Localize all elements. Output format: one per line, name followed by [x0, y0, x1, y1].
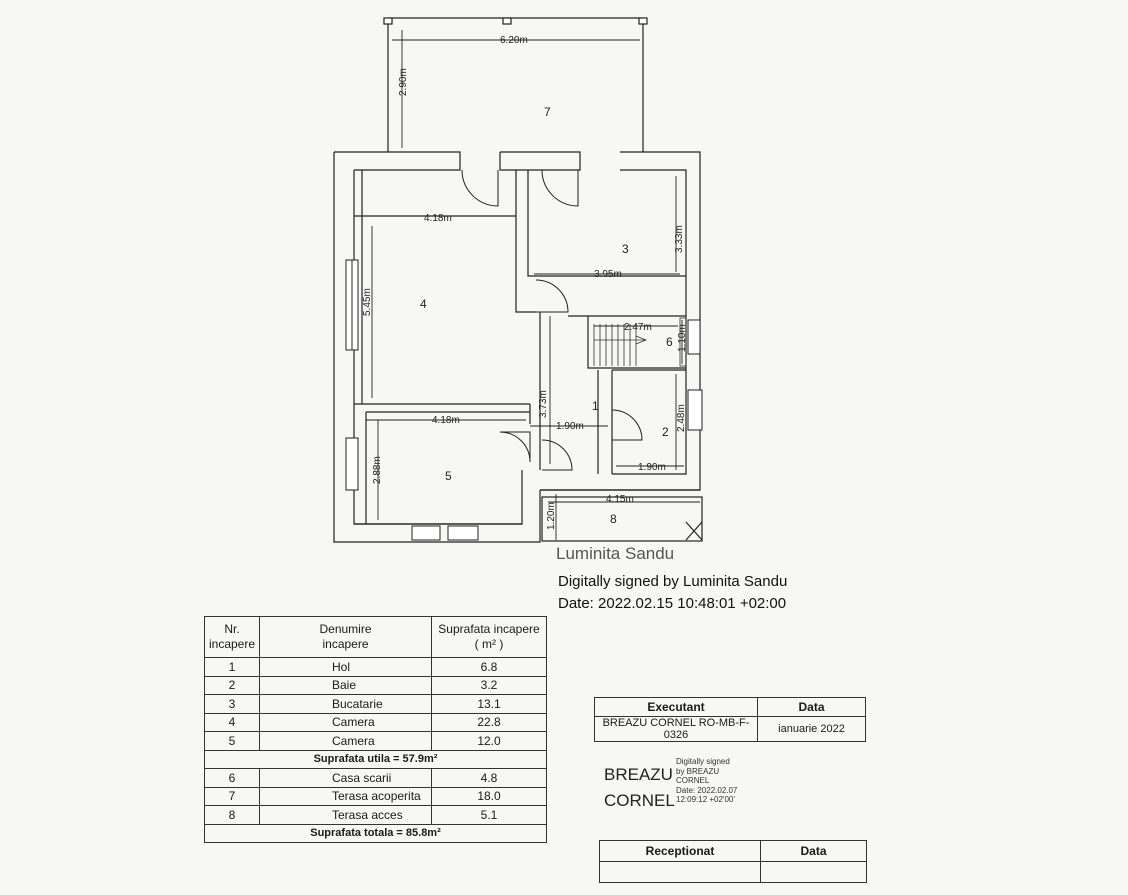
table-row: 3 Bucatarie 13.1 — [205, 695, 547, 714]
signature-line-1: Digitally signed by Luminita Sandu — [558, 573, 788, 590]
dim-terrace-width: 6.20m — [500, 35, 528, 46]
header-name: Denumire incapere — [260, 617, 432, 658]
table-row: 6 Casa scarii 4.8 — [205, 769, 547, 788]
room-number-7: 7 — [544, 105, 551, 119]
dim-room5-width: 4.18m — [432, 415, 460, 426]
table-row: 8 Terasa acces 5.1 — [205, 806, 547, 825]
rooms-table — [204, 616, 547, 843]
table-row: 4 Camera 22.8 — [205, 713, 547, 732]
dim-room2-depth: 2.48m — [676, 404, 687, 432]
receptionat-name-cell — [600, 862, 761, 883]
subtotal-text: Suprafata utila = 57.9m² — [205, 750, 547, 769]
room-number-1: 1 — [592, 399, 599, 413]
executant-name: BREAZU CORNEL RO-MB-F-0326 — [595, 717, 758, 742]
signature-line-2: Date: 2022.02.15 10:48:01 +02:00 — [558, 595, 787, 612]
table-row: 7 Terasa acoperita 18.0 — [205, 787, 547, 806]
executant-signature-name: BREAZU CORNEL — [604, 765, 675, 810]
signer-name: Luminita Sandu — [556, 544, 675, 563]
dim-terrace-depth: 2.90m — [398, 68, 409, 96]
windows — [346, 260, 702, 540]
dim-room4-width: 4.18m — [424, 213, 452, 224]
dim-access-width: 4.15m — [606, 494, 634, 505]
executant-signature-note: Digitally signed by BREAZU CORNEL Date: 2022.02.07 12:09:12 +02'00' — [676, 757, 738, 805]
header-area: Suprafata incapere ( m² ) — [432, 617, 547, 658]
receptionat-header: Receptionat — [600, 841, 761, 862]
table-row: 2 Baie 3.2 — [205, 676, 547, 695]
receptionat-date-header: Data — [761, 841, 867, 862]
total-row — [205, 824, 547, 843]
executant-header: Executant — [595, 698, 758, 717]
subtotal-row — [205, 750, 547, 769]
table-row: 1 Hol 6.8 — [205, 658, 547, 677]
exterior-walls — [334, 152, 702, 542]
executant-table — [594, 697, 866, 742]
room-number-8: 8 — [610, 512, 617, 526]
table-row: 5 Camera 12.0 — [205, 732, 547, 751]
room-number-2: 2 — [662, 425, 669, 439]
dim-access-depth: 1.20m — [546, 502, 557, 530]
dim-stair-depth: 1.10m — [677, 324, 688, 352]
receptionat-table — [599, 840, 867, 883]
rooms-table-header — [205, 617, 547, 658]
header-nr: Nr. incapere — [205, 617, 260, 658]
dim-hall-depth: 3.73m — [538, 390, 549, 418]
room-number-4: 4 — [420, 297, 427, 311]
room-number-6: 6 — [666, 335, 673, 349]
doors — [462, 170, 642, 470]
dimension-labels — [362, 35, 688, 530]
dim-room3-width: 3.95m — [594, 269, 622, 280]
executant-date: ianuarie 2022 — [758, 717, 866, 742]
dim-room3-depth: 3.33m — [674, 225, 685, 253]
total-text: Suprafata totala = 85.8m² — [205, 824, 547, 843]
executant-date-header: Data — [758, 698, 866, 717]
dim-hall-width: 1.90m — [556, 421, 584, 432]
room-number-5: 5 — [445, 469, 452, 483]
dim-room4-depth: 5.45m — [362, 288, 373, 316]
room-number-3: 3 — [622, 242, 629, 256]
dim-room2-width: 1.90m — [638, 462, 666, 473]
dim-stair-width: 2.47m — [624, 322, 652, 333]
receptionat-date-cell — [761, 862, 867, 883]
dim-room5-depth: 2.88m — [372, 456, 383, 484]
